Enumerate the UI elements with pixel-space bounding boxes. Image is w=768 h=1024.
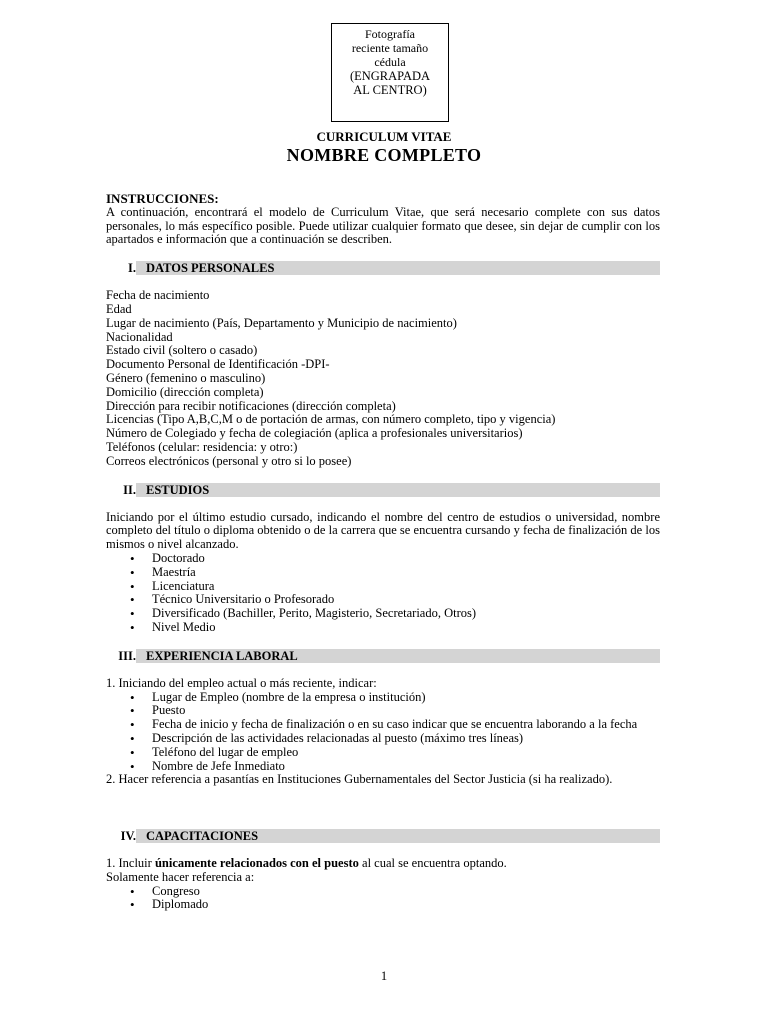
photo-box-line: (ENGRAPADA	[349, 69, 431, 83]
list-item: • Maestría	[152, 566, 660, 580]
list-item: • Nivel Medio	[152, 621, 660, 635]
studies-intro: Iniciando por el último estudio cursado, indicando el nombre del centro de estudios o universidad, nombre completo del título o diploma obtenido o de la carrera que se encuentra cursando y fecha de finalización de los mismos o nivel alcanzado.	[106, 509, 660, 552]
list-item: Estado civil (soltero o casado)	[106, 343, 258, 358]
section-header-experiencia-laboral	[106, 649, 660, 663]
list-item: Nacionalidad	[106, 329, 173, 344]
document-body	[106, 192, 660, 912]
section-number: IV.	[106, 829, 136, 843]
list-item: Dirección para recibir notificaciones (dirección completa)	[106, 398, 396, 413]
list-item: Lugar de nacimiento (País, Departamento y Municipio de nacimiento)	[106, 315, 457, 330]
training-point-1-pre: 1. Incluir	[106, 856, 155, 871]
experience-point-1: 1. Iniciando del empleo actual o más reciente, indicar:	[106, 675, 377, 690]
training-list	[106, 885, 660, 913]
list-item: • Doctorado	[152, 552, 660, 566]
photo-box-line: AL CENTRO)	[353, 83, 427, 97]
studies-list	[106, 552, 660, 635]
list-item: Licencias (Tipo A,B,C,M o de portación de armas, con número completo, tipo y vigencia)	[106, 412, 556, 427]
list-item: Número de Colegiado y fecha de colegiación (aplica a profesionales universitarios)	[106, 426, 523, 441]
list-item: • Diplomado	[152, 898, 660, 912]
training-point-1	[106, 857, 660, 871]
list-item: • Congreso	[152, 885, 660, 899]
list-item: • Puesto	[152, 704, 660, 718]
list-item: Género (femenino o masculino)	[106, 370, 266, 385]
list-item: • Teléfono del lugar de empleo	[152, 746, 660, 760]
experience-list	[106, 691, 660, 774]
page-title: NOMBRE COMPLETO	[286, 145, 482, 165]
list-item: • Licenciatura	[152, 580, 660, 594]
personal-data-list	[106, 289, 660, 468]
section-header-datos-personales	[106, 261, 660, 275]
photo-placeholder-box	[331, 23, 449, 122]
training-point-1-post: al cual se encuentra optando.	[358, 856, 507, 871]
photo-box-line: reciente tamaño	[351, 41, 429, 55]
section-title: CAPACITACIONES	[146, 829, 259, 844]
list-item: • Lugar de Empleo (nombre de la empresa o institución)	[152, 691, 660, 705]
list-item: Domicilio (dirección completa)	[106, 384, 264, 399]
section-number: I.	[106, 261, 136, 275]
list-item: • Nombre de Jefe Inmediato	[152, 760, 660, 774]
photo-box-line: cédula	[374, 55, 406, 69]
instructions-body: A continuación, encontrará el modelo de Curriculum Vitae, que será necesario complete con sus datos personales, lo más específico posible. Puede utilizar cualquier formato que desee, sin dejar de cumplir con los apartados e información que a continuación se describen.	[106, 204, 660, 247]
page-number: 1	[380, 969, 388, 983]
list-item: Edad	[106, 301, 132, 316]
list-item: Documento Personal de Identificación -DPI-	[106, 357, 330, 372]
section-number: II.	[106, 483, 136, 497]
cv-label: CURRICULUM VITAE	[316, 129, 452, 144]
list-item: • Diversificado (Bachiller, Perito, Magisterio, Secretariado, Otros)	[152, 607, 660, 621]
training-reference-line: Solamente hacer referencia a:	[106, 869, 255, 884]
section-header-estudios	[106, 483, 660, 497]
photo-box-line: Fotografía	[365, 27, 415, 41]
list-item: Teléfonos (celular: residencia: y otro:)	[106, 439, 298, 454]
section-title: DATOS PERSONALES	[146, 261, 275, 276]
section-number: III.	[106, 649, 136, 663]
list-item: Correos electrónicos (personal y otro si lo posee)	[106, 453, 352, 468]
section-title: ESTUDIOS	[146, 482, 210, 497]
instructions-heading: INSTRUCCIONES:	[106, 191, 219, 206]
list-item: Fecha de nacimiento	[106, 288, 210, 303]
section-title: EXPERIENCIA LABORAL	[146, 648, 298, 663]
experience-point-2: 2. Hacer referencia a pasantías en Instituciones Gubernamentales del Sector Justicia (si ha realizado).	[106, 772, 613, 787]
list-item: • Descripción de las actividades relacionadas al puesto (máximo tres líneas)	[152, 732, 660, 746]
list-item: • Técnico Universitario o Profesorado	[152, 593, 660, 607]
section-header-capacitaciones	[106, 829, 660, 843]
training-point-1-bold: únicamente relacionados con el puesto	[154, 856, 359, 871]
list-item: • Fecha de inicio y fecha de finalización o en su caso indicar que se encuentra laborando a la fecha	[152, 718, 660, 732]
